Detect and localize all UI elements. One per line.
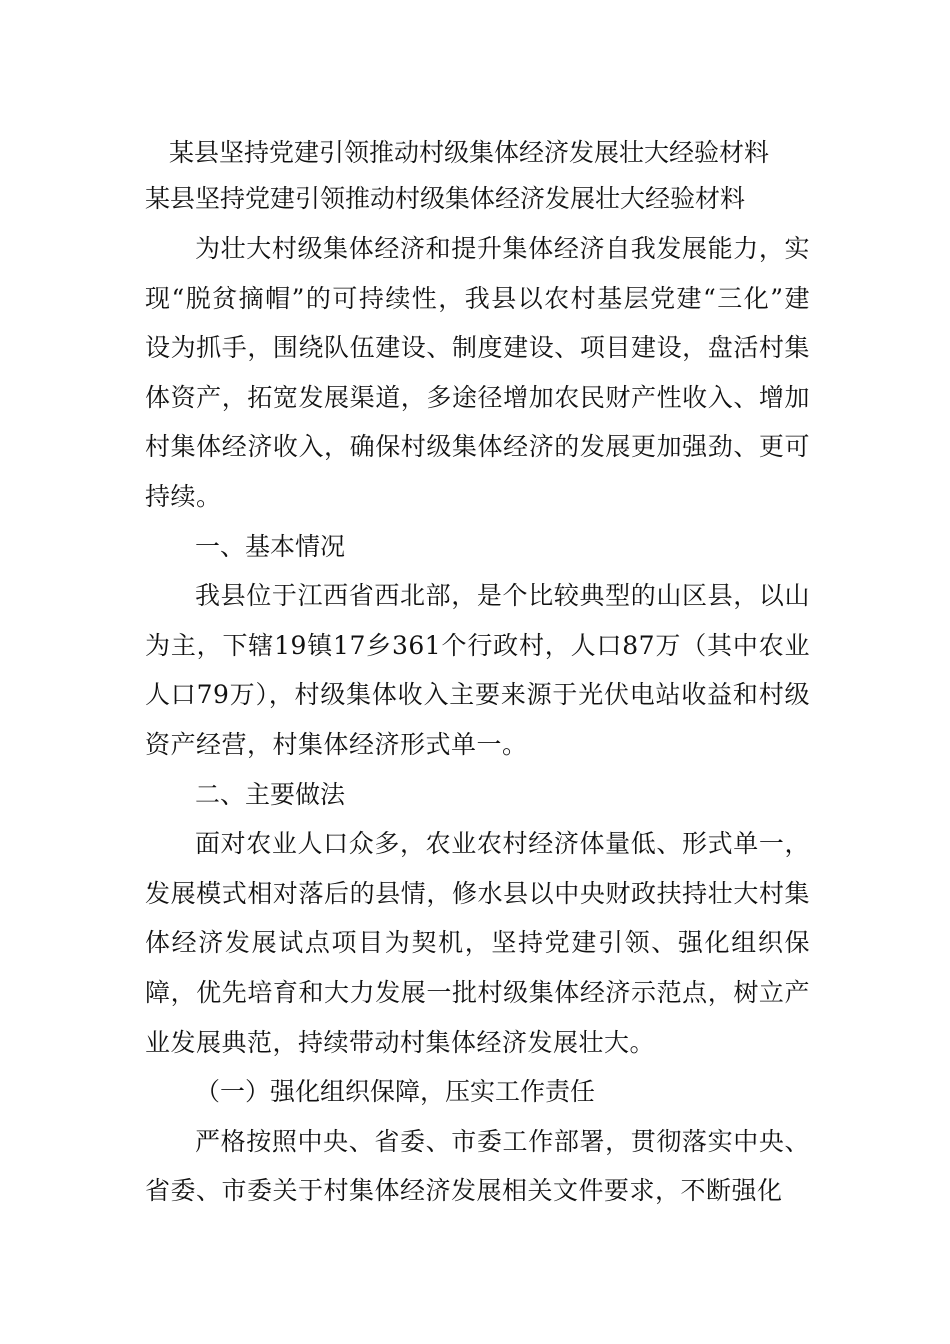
- document-page: [145, 130, 810, 1216]
- section-1-paragraph: 我县位于江西省西北部，是个比较典型的山区县，以山为主，下辖19镇17乡361个行政村，人口87万（其中农业人口79万），村级集体收入主要来源于光伏电站收益和村级资产经营，村集体经济形式单一。: [145, 581, 810, 759]
- document-subtitle: 某县坚持党建引领推动村级集体经济发展壮大经验材料: [145, 184, 746, 213]
- section-2-heading: 二、主要做法: [195, 779, 346, 809]
- section-1-heading: 一、基本情况: [195, 531, 346, 561]
- document-title: 某县坚持党建引领推动村级集体经济发展壮大经验材料: [169, 138, 770, 167]
- subsection-1-heading: （一）强化组织保障，压实工作责任: [195, 1077, 596, 1107]
- section-2-paragraph: 面对农业人口众多，农业农村经济体量低、形式单一，发展模式相对落后的县情，修水县以中央财政扶持壮大村集体经济发展试点项目为契机，坚持党建引领、强化组织保障，优先培育和大力发展一批村级集体经济示范点，树立产业发展典范，持续带动村集体经济发展壮大。: [145, 829, 810, 1057]
- intro-paragraph: 为壮大村级集体经济和提升集体经济自我发展能力，实现“脱贫摘帽”的可持续性，我县以农村基层党建“三化”建设为抓手，围绕队伍建设、制度建设、项目建设，盘活村集体资产，拓宽发展渠道，多途径增加农民财产性收入、增加村集体经济收入，确保村级集体经济的发展更加强劲、更可持续。: [145, 234, 810, 511]
- subsection-1-paragraph: 严格按照中央、省委、市委工作部署，贯彻落实中央、省委、市委关于村集体经济发展相关文件要求，不断强化: [145, 1126, 810, 1206]
